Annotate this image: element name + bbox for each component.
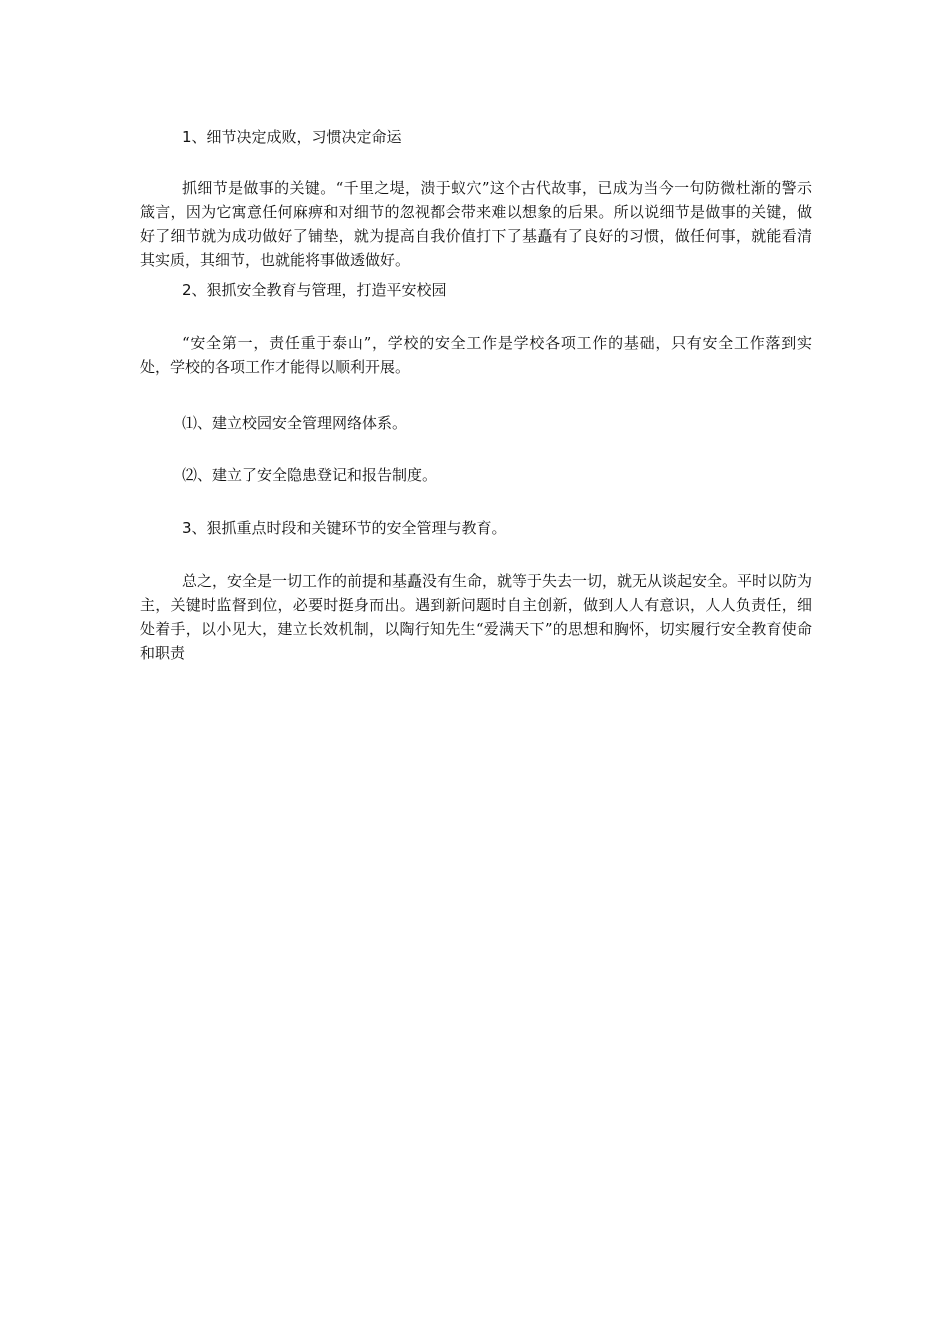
- subitem-2: ⑵、建立了安全隐患登记和报告制度。: [182, 466, 438, 484]
- paragraph-2: “安全第一，责任重于泰山”，学校的安全工作是学校各项工作的基础，只有安全工作落到实处，学校的各项工作才能得以顺利开展。: [140, 334, 812, 376]
- section-heading-2: 2、狠抓安全教育与管理，打造平安校园: [182, 281, 447, 299]
- paragraph-3: 总之，安全是一切工作的前提和基矗没有生命，就等于失去一切，就无从谈起安全。平时以防为主，关键时监督到位，必要时挺身而出。遇到新问题时自主创新，做到人人有意识，人人负责任，细处着手，以小见大，建立长效机制，以陶行知先生“爱满天下”的思想和胸怀，切实履行安全教育使命和职责: [140, 572, 813, 662]
- section-heading-3: 3、狠抓重点时段和关键环节的安全管理与教育。: [182, 519, 507, 537]
- subitem-1: ⑴、建立校园安全管理网络体系。: [182, 414, 408, 432]
- paragraph-1: 抓细节是做事的关键。“千里之堤，溃于蚁穴”这个古代故事，已成为当今一句防微杜渐的警示箴言，因为它寓意任何麻痹和对细节的忽视都会带来难以想象的后果。所以说细节是做事的关键，做好了细节就为成功做好了铺垫，就为提高自我价值打下了基矗有了良好的习惯，做任何事，就能看清其实质，其细节，也就能将事做透做好。: [140, 179, 812, 269]
- section-heading-1: 1、细节决定成败，习惯决定命运: [182, 128, 402, 146]
